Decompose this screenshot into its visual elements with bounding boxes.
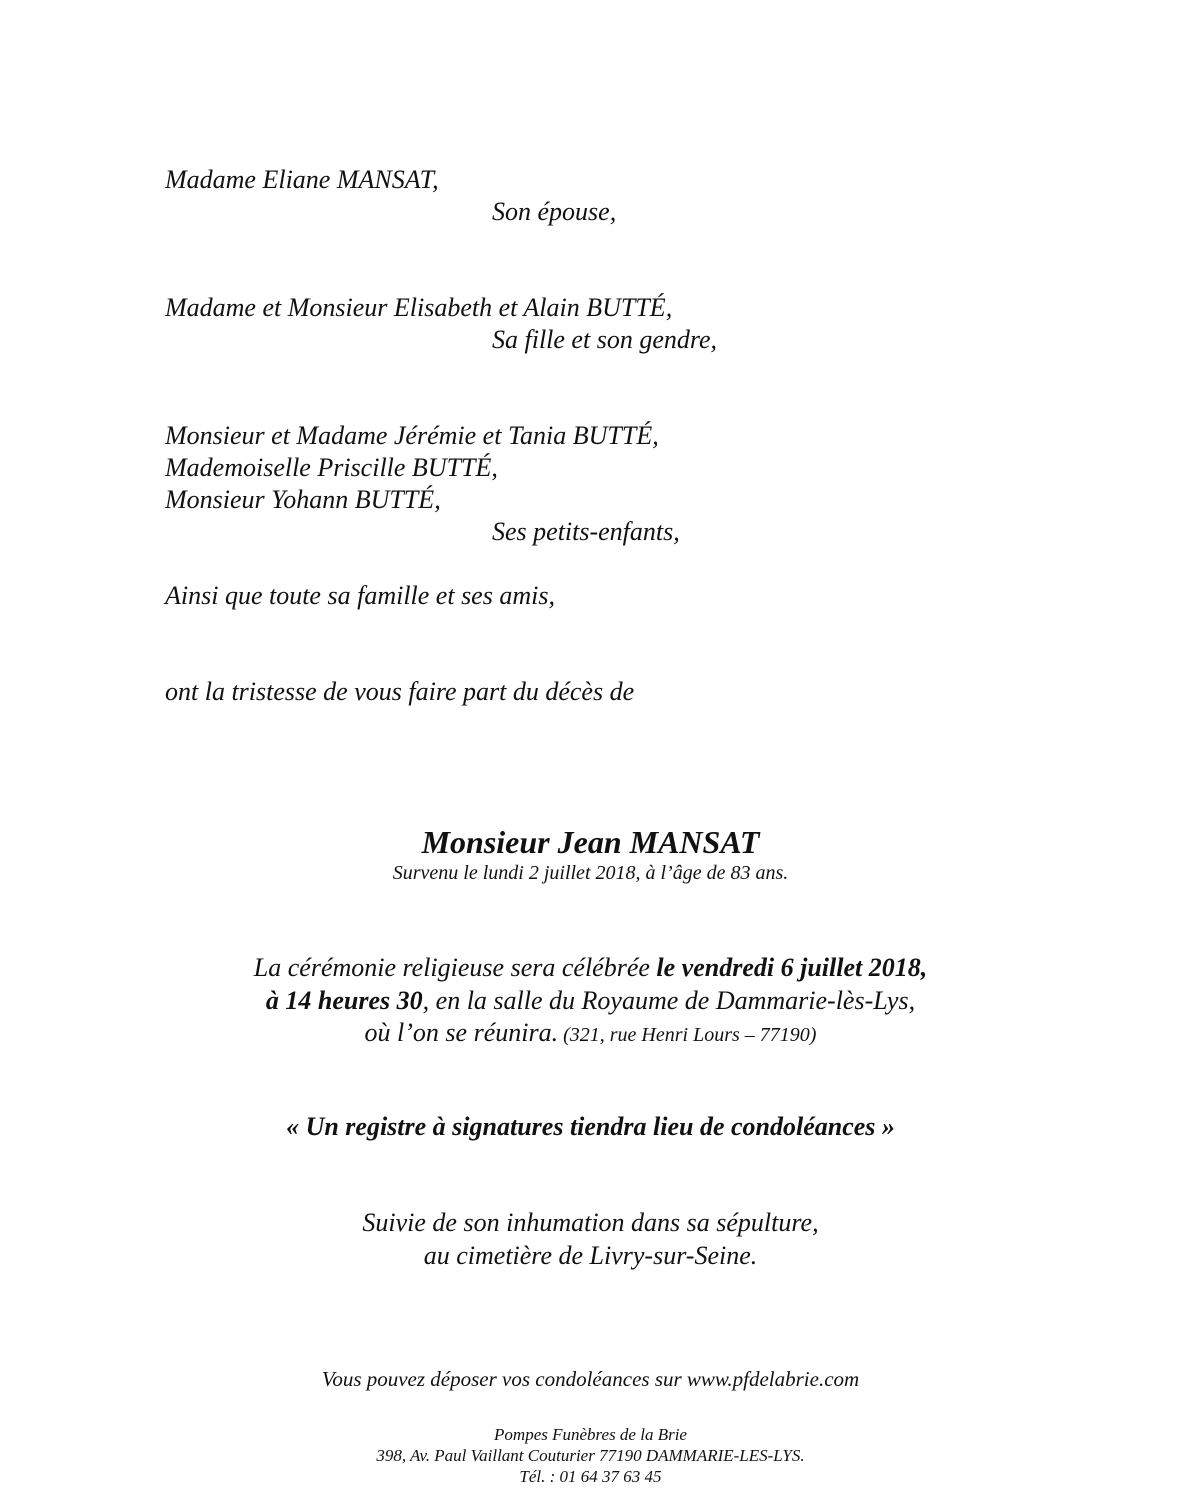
ceremony-text-1: La cérémonie religieuse sera célébrée [253, 953, 657, 982]
ceremony-line-2 [0, 985, 1181, 1017]
family-line-spouse: Madame Eliane MANSAT, [165, 165, 439, 194]
footer-phone: Tél. : 01 64 37 63 45 [519, 1467, 662, 1486]
family-line-grandchild-1: Monsieur et Madame Jérémie et Tania BUTTÉ, [165, 421, 659, 450]
family-line-daughter: Madame et Monsieur Elisabeth et Alain BUTTÉ, [165, 293, 673, 322]
register-notice: « Un registre à signatures tiendra lieu de condoléances » [286, 1112, 895, 1141]
deceased-name: Monsieur Jean MANSAT [421, 824, 760, 860]
announcement-line: ont la tristesse de vous faire part du décès de [165, 677, 635, 706]
footer-address: 398, Av. Paul Vaillant Couturier 77190 DAMMARIE-LES-LYS. [376, 1446, 805, 1465]
ceremony-line-1 [0, 952, 1181, 984]
ceremony-date: le vendredi 6 juillet 2018, [656, 953, 928, 982]
online-condolences: Vous pouvez déposer vos condoléances sur www.pfdelabrie.com [321, 1367, 860, 1391]
family-line-grandchild-2: Mademoiselle Priscille BUTTÉ, [165, 453, 498, 482]
ceremony-time: à 14 heures 30 [265, 986, 423, 1015]
footer-company: Pompes Funèbres de la Brie [494, 1425, 687, 1444]
burial-line-2: au cimetière de Livry-sur-Seine. [423, 1241, 758, 1270]
relation-grandchildren: Ses petits-enfants, [492, 517, 680, 546]
family-line-grandchild-3: Monsieur Yohann BUTTÉ, [165, 485, 441, 514]
burial-line-1: Suivie de son inhumation dans sa sépulture, [362, 1208, 819, 1237]
relation-daughter: Sa fille et son gendre, [492, 325, 718, 354]
relation-spouse: Son épouse, [492, 197, 617, 226]
deceased-details: Survenu le lundi 2 juillet 2018, à l’âge de 83 ans. [392, 862, 789, 884]
family-line-others: Ainsi que toute sa famille et ses amis, [165, 581, 555, 610]
ceremony-line-3 [0, 1017, 1181, 1051]
ceremony-meeting: où l’on se réunira. [364, 1018, 559, 1047]
ceremony-place: , en la salle du Royaume de Dammarie-lès-Lys, [422, 986, 916, 1015]
ceremony-address: (321, rue Henri Lours – 77190) [558, 1024, 817, 1046]
